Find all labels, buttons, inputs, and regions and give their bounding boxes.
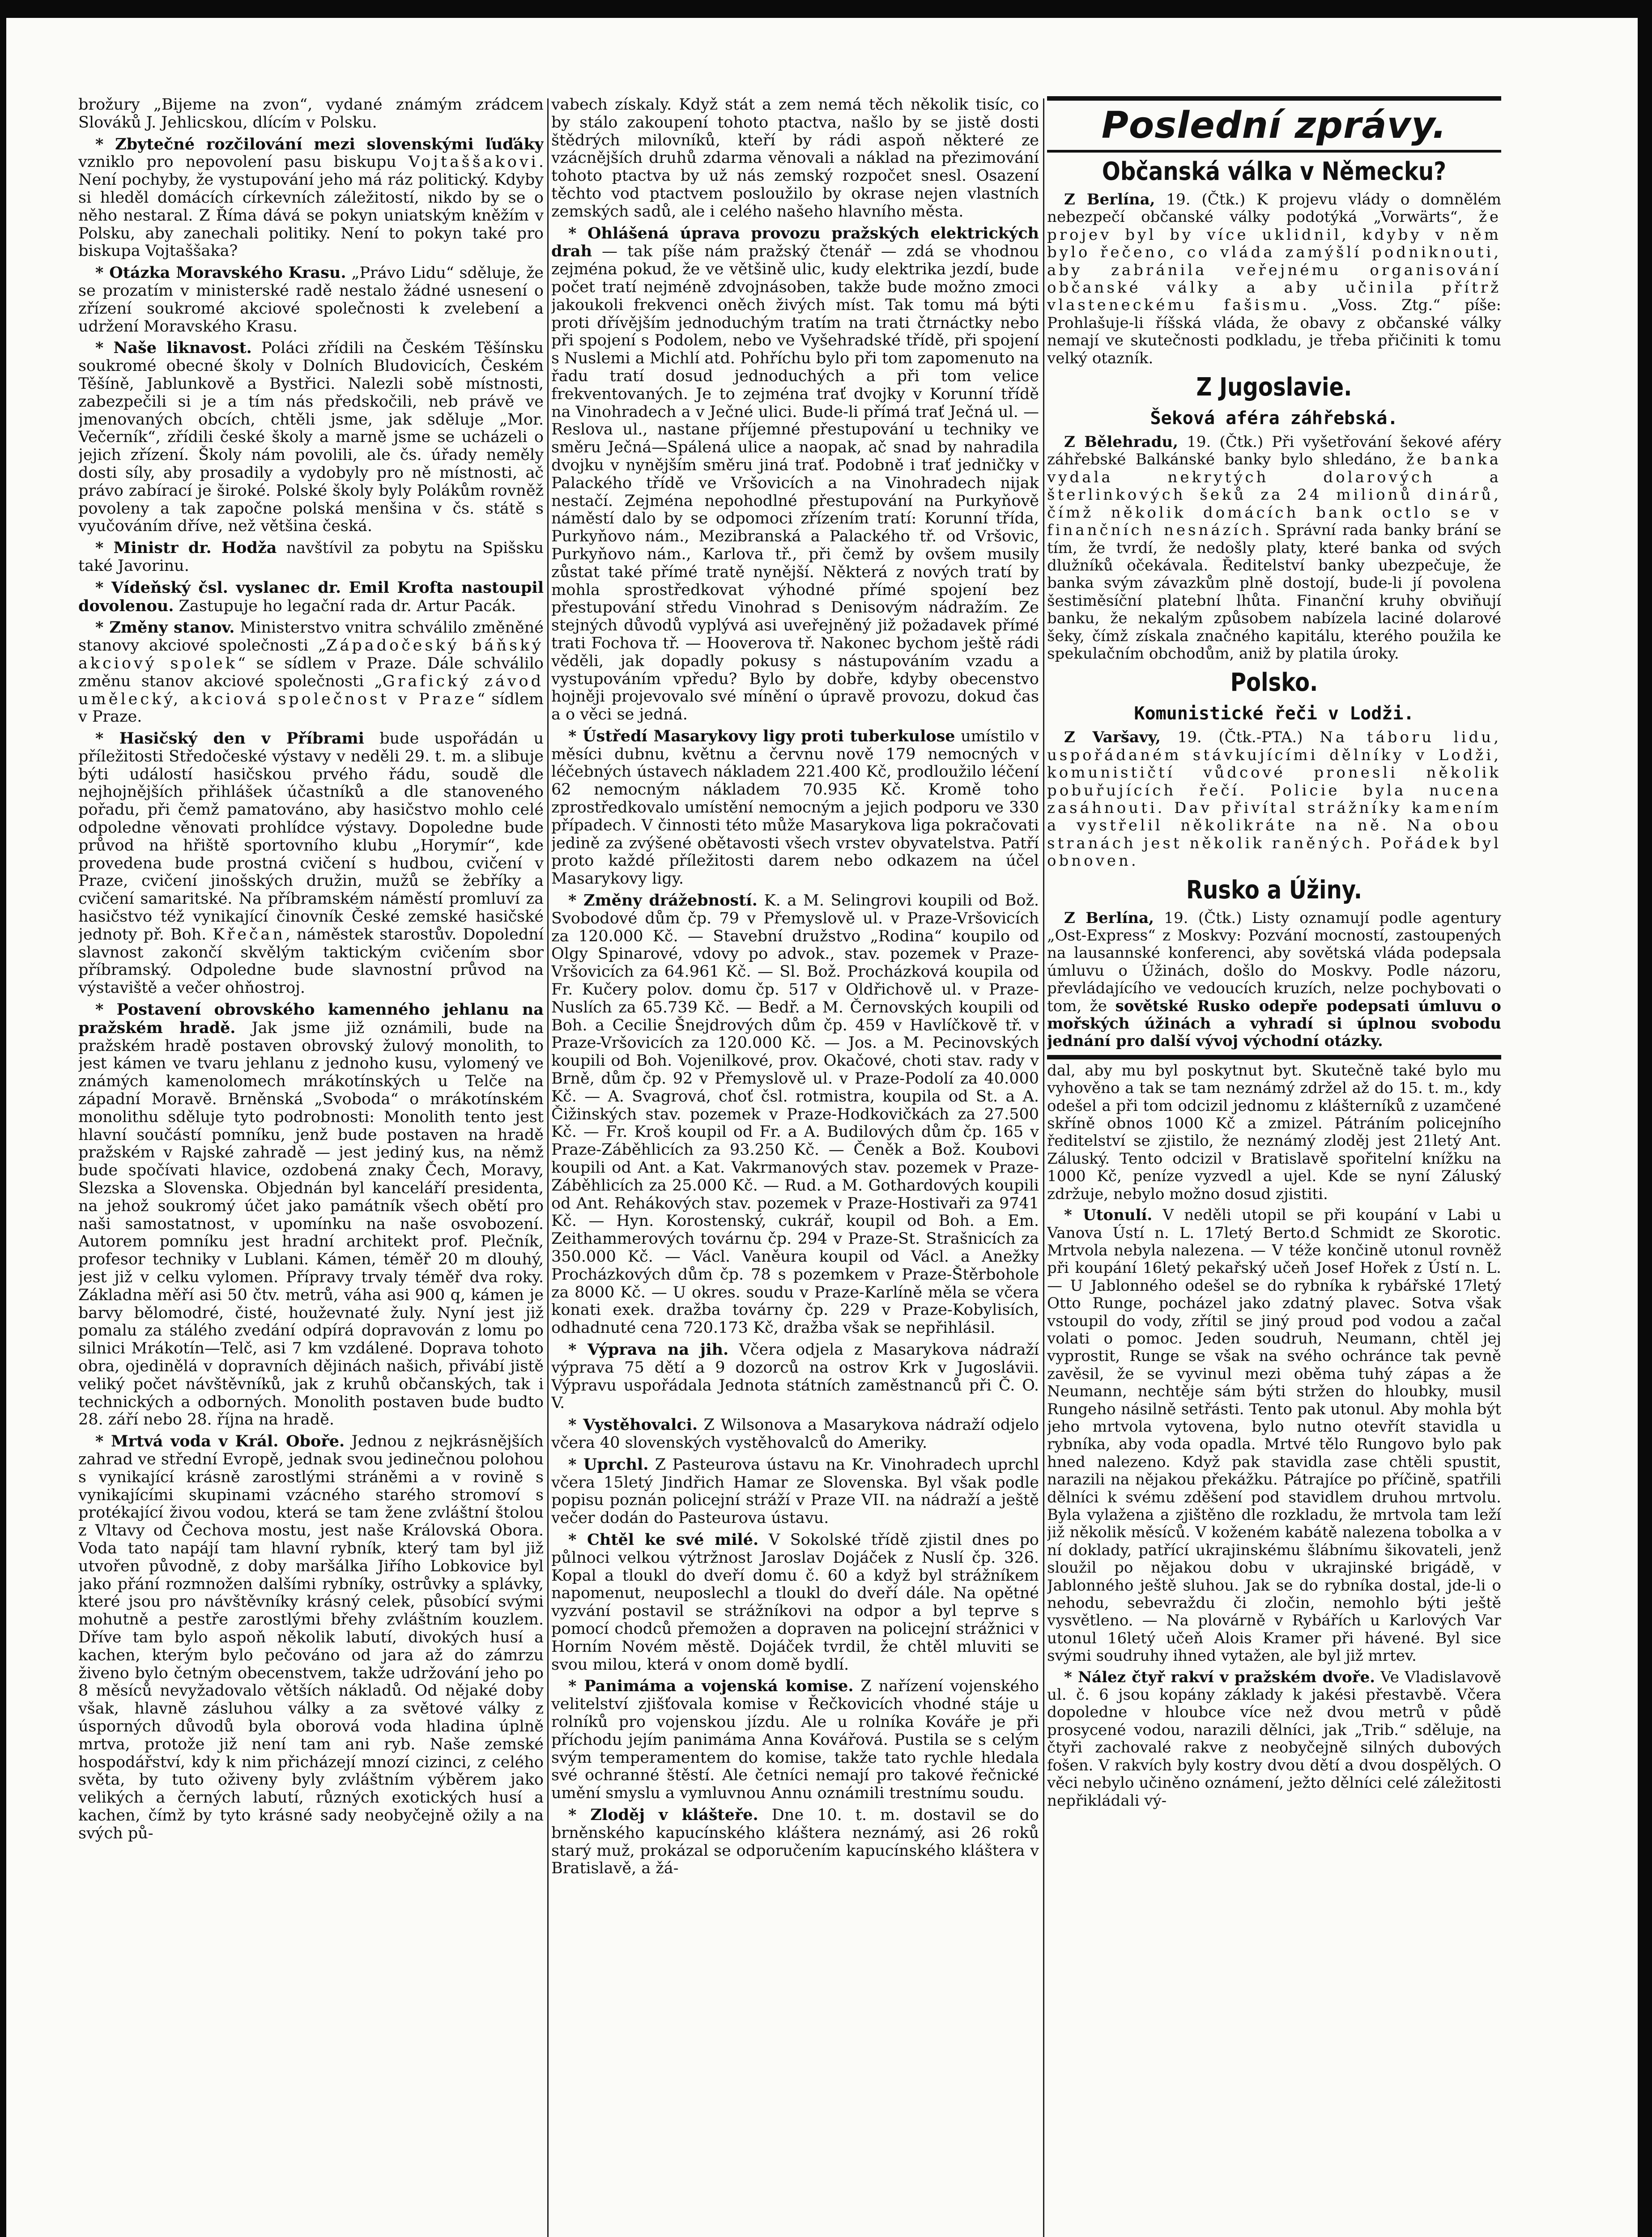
page-border-left: [0, 0, 6, 2237]
article-zlodej: * Zloděj v klášteře. Dne 10. t. m. dostavil se do brněnského kapucínského kláštera neznámý, asi 26 roků starý muž, prokázal se odporučením kapucínského kláštera v Bratislavě, a žá-: [551, 1806, 1039, 1878]
banner-rule-top: [1047, 96, 1501, 101]
article-vyprava: * Výprava na jih. Včera odjela z Masarykova nádraží výprava 75 dětí a 9 dozorců na ostrov Krk v Jugoslávii. Výpravu uspořádala Jednota státních zaměstnanců při Č. O. V.: [551, 1341, 1039, 1412]
article-headline: * Otázka Moravského Krasu.: [95, 264, 346, 282]
article-hodza: * Ministr dr. Hodža navštívil za pobytu na Spišsku také Javorinu.: [78, 539, 544, 575]
article-headline: * Hasičský den v Příbrami: [95, 729, 364, 748]
article-headline: * Uprchl.: [568, 1455, 648, 1474]
article-zmeny-stanov: * Změny stanov. Ministerstvo vnitra schválilo změněné stanovy akciové společnosti „Západočeský báňský akciový spolek“ se sídlem v Praze. Dále schválilo změnu stanov akciové společnosti „Grafický závod umělecký, akciová společnost v Praze“ sídlem v Praze.: [78, 619, 544, 726]
article-headline: * Ohlášená úprava provozu pražských elektrických drah: [551, 224, 1039, 261]
news-poland: Z Varšavy, 19. (Čtk.-PTA.) Na táboru lidu, uspořádaném stávkujícími dělníky v Lodži, komunističtí vůdcové pronesli několik pobuřujících řečí. Policie byla nucena zasáhnouti. Dav přivítal strážníky kamením a vystřelil několikráte na ně. Na obou stranách jest několik raněných. Pořádek byl obnoven.: [1047, 728, 1501, 870]
article-headline: * Chtěl ke své milé.: [568, 1531, 758, 1549]
article-jehlan: * Postavení obrovského kamenného jehlanu na pražském hradě. Jak jsme již oznámili, bude na pražském hradě postaven obrovský žulový monolith, to jest kámen ve tvaru jehlanu z jednoho kusu, vylomený ve známých kamenolomech mrákotínských u Telče na západní Moravě. Brněnská „Svoboda“ o mrákotínském monolithu sděluje tyto podrobnosti: Monolith tento jest hlavní součástí pomníku, jenž bude postaven na hradě pražském v Rajské zahradě — jest jediný kus, na němž bude spočívati hlavice, ozdobená znaky Čech, Moravy, Slezska a Slovenska. Objednán byl kanceláří presidenta, na jehož soukromý účet jako památník všech obětí pro naši samostatnost, v upomínku na naše osvobození. Autorem pomníku jest hradní architekt prof. Plečník, profesor techniky v Lublani. Kámen, téměř 20 m dlouhý, jest již v celku vylomen. Přípravy trvaly téměř dva roky. Základna měří asi 50 čtv. metrů, váha asi 900 q, kámen je barvy bělomodré, čisté, houževnaté žuly. Nyní jest již pomalu za stálého zvedání odpírá dopravován z lomu po silnici Mrákotín—Telč, asi 7 km vzdálené. Doprava tohoto obra, ojedinělá v dopravních dějinách našich, přivábí jistě veliký počet návštěvníků, jak z kruhů občanských, tak i technických a odborných. Monolith postaven bude budto 28. září nebo 28. října na hradě.: [78, 1001, 544, 1429]
article-uprchl: * Uprchl. Z Pasteurova ústavu na Kr. Vinohradech uprchl včera 15letý Jindřich Hamar ze Slovenska. Byl však podle popisu poznán policejní stráží v Praze VII. na nádraží a ještě večer dodán do Pasteurova ústavu.: [551, 1456, 1039, 1527]
article-headline: * Utonulí.: [1064, 1206, 1152, 1224]
section-banner: Poslední zprávy.: [1101, 104, 1447, 147]
article-continued-right: dal, aby mu byl poskytnut byt. Skutečně také bylo mu vyhověno a tak se tam neznámý zdržel až do 15. t. m., kdy odešel a při tom odcizil jednomu z klášterníků z uzamčené skříně obnos 1000 Kč a zmizel. Pátráním policejního ředitelství se zjistilo, že neznámý zloděj jest 21letý Ant. Záluský. Tento odcizil v Bratislavě spořitelní knížku na 1000 Kč, peníze vyzvedl a ujel. Kde se nyní Záluský zdržuje, nebylo možno dosud zjistiti.: [1047, 1061, 1501, 1203]
article-headline: * Ústředí Masarykovy ligy proti tuberkulose: [568, 727, 955, 745]
article-continued: vabech získaly. Když stát a zem nemá těch několik tisíc, co by stálo zakoupení tohoto ptactva, našlo by se jistě dosti štědrých milovníků, kteří by rádi aspoň některé ze vzácnějších druhů zdarma věnovali a náklad na přezimování tohoto ptactva by už nás zemský rozpočet snesl. Osazení těchto vod ptactvem posloužilo by okrase nejen vlastních zemských sadů, ale i celého našeho hlavního města.: [551, 96, 1039, 221]
article-zbytecne: * Zbytečné rozčilování mezi slovenskými ľuďáky vzniklo pro nepovolení pasu biskupu Vojtaššakovi. Není pochyby, že vystupování jeho má ráz politický. Kdyby si hleděl domácích církevních záležitostí, nikdo by se o něho nestaral. Z Říma dává se pokyn uniatským kněžím v Polsku, aby zanechali politiky. Není to pokyn také pro biskupa Vojtaššaka?: [78, 136, 544, 261]
article-chtel-mile: * Chtěl ke své milé. V Sokolské třídě zjistil dnes po půlnoci velkou výtržnost Jaroslav Dojáček z Nuslí čp. 326. Kopal a tloukl do dveří domu č. 60 a když byl strážníkem napomenut, neuposlechl a tloukl do dveří dále. Na opětné vyzvání postavil se strážníkovi na odpor a byl teprve s pomocí chodců přemožen a dopraven na policejní strážnici v Horním Novém městě. Dojáček tvrdil, že chtěl mluviti se svou milou, která v onom domě bydlí.: [551, 1531, 1039, 1674]
article-vyslanec: * Vídeňský čsl. vyslanec dr. Emil Krofta nastoupil dovolenou. Zastupuje ho legační rada dr. Artur Pacák.: [78, 579, 544, 616]
page-border-top: [0, 0, 1652, 18]
news-yugoslavia: Z Bělehradu, 19. (Čtk.) Při vyšetřování šekové aféry záhřebské Balkánské banky bylo shledáno, že banka vydala nekrytých dolarových a šterlinkových šeků za 24 milionů dinárů, čímž několik domácích bank octlo se v finančních nesnázích. Správní rada banky brání se tím, že tvrdí, že nedošly platy, které banka od svých dlužníků očekávala. Ředitelství banky ubezpečuje, že banka svým závazkům plně dostojí, bude-li jí povolena šestiměsíční platební lhůta. Finanční kruhy obviňují banku, že nekalým způsobem nabízela laciné dolarové šeky, čímž získala značného kapitálu, kterého použila ke spekulačním obchodům, aniž by platila úroky.: [1047, 433, 1501, 663]
article-liknavost: * Naše liknavost. Poláci zřídili na Českém Těšínsku soukromé obecné školy v Dolních Bludovicích, Českém Těšíně, Jablunkově a Bystřici. Nalezli sobě místnosti, zabezpečili si je a tím nás předskočili, neb právě ve jmenovaných obcích, chtěli jsme, jak sděluje „Mor. Večerník“, zřídili české školy a marně jsme se ucházeli o jejich zřízení. Školy nám povolili, ale čs. úřady neměly dosti síly, aby prosadily a vydobyly pro ně místnosti, ač právo zabírací je široké. Polské školy byly Polákům rovněž povoleny a tak započne polská menšina v čs. státě s vyučováním dříve, než většina česká.: [78, 339, 544, 536]
article-headline: * Nález čtyř rakví v pražském dvoře.: [1064, 1668, 1375, 1686]
article-tuberkuloza: * Ústředí Masarykovy ligy proti tuberkulose umístilo v měsíci dubnu, květnu a červnu nově 179 nemocných v léčebných ústavech nákladem 221.400 Kč, prodloužilo léčení 62 nemocným nákladem 70.935 Kč. Kromě toho zprostředkovalo umístění nemocným a jejich podporu ve 330 případech. V činnosti této může Masarykova liga pokračovati jedině za zvýšené obětavosti všech vrstev obyvatelstva. Patří proto každé příležitosti darem nebo odkazem na účel Masarykovy ligy.: [551, 727, 1039, 888]
column-divider: [547, 98, 549, 2237]
column-divider: [1043, 98, 1044, 2237]
article-headline: * Změny stanov.: [95, 618, 234, 637]
article-mrtva-voda: * Mrtvá voda v Král. Oboře. Jednou z nejkrásnějších zahrad ve střední Evropě, jednak svou jedinečnou polohou s vynikající krásně zarostlými stráněmi a v rovině s vynikajícími skupinami vzácného starého stromoví s protékající živou vodou, která se tam žene zvláštní štolou z Vltavy od Čechova mostu, jest naše Královská Obora. Voda tato napájí tam hlavní rybník, který tam byl již utvořen původně, z doby maršálka Jiřího Lobkovice byl jako přání rozmnožen dalšími rybníky, ostrůvky a splávky, které jsou pro návštěvníky krásný celek, působící svými mohutně a pestře zarostlými břehy zvláštním kouzlem. Dříve tam bylo aspoň několik labutí, divokých husí a kachen, kterým bylo pečováno od jara až do zámrzu živeno bylo četným obecenstvem, takže udržování jeho po 8 měsíců nevyžadovalo větších nákladů. Od nějaké doby však, hlavně zásluhou války a za světové války z úsporných důvodů byla oborová voda hladina úplně mrtva, protože již není tam ani ryb. Naše zemské hospodářství, kdy k nim přicházejí mnozí cizinci, z celého světa, by tuto oživeny byly zvláštním výběrem jako velikých a černých labutí, různých exotických husí a kachen, čímž by tyto krásné sady neobyčejně ožily a na svých pů-: [78, 1433, 544, 1842]
article-hasicsky-den: * Hasičský den v Příbrami bude uspořádán u příležitosti Středočeské výstavy v neděli 29. t. m. a slibuje býti událostí hasičskou prvého řádu, soudě dle nejhojnějších přihlášek účastníků a dle stanoveného pořadu, při čemž pamatováno, aby hasičstvo mohlo celé odpoledne věnovati prohlídce výstavy. Dopoledne bude průvod na hřiště sportovního klubu „Horymír“, kde provedena bude prostná cvičení s hudbou, cvičení v Praze, cvičení jinošských družin, mužů se žebříky a cvičení samaritské. Na příbramském náměstí promluví za hasičstvo též vynikající činovník České zemské hasičské jednoty př. Boh. Křečan, náměstek starostův. Dopolední slavnost zakončí skvělým taktickým cvičením sbor příbramský. Odpoledne bude slavnostní průvod na výstaviště a večer ohňostroj.: [78, 730, 544, 997]
article-rakve: * Nález čtyř rakví v pražském dvoře. Ve Vladislavově ul. č. 6 jsou kopány základy k jakési přestavbě. Včera dopoledne v hloubce více než dvou metrů v půdě prosycené vodou, narazili dělníci, jak „Trib.“ sděluje, na čtyři zachovalé rakve z neobyčejně silných dubových fošen. V rakvích byly kostry dvou dětí a dvou dospělých. O věci nebylo učiněno oznámení, ježto dělníci celé záležitosti nepřikládali vý-: [1047, 1669, 1501, 1810]
article-vystehovalci: * Vystěhovalci. Z Wilsonova a Masarykova nádraží odjelo včera 40 slovenských vystěhovalců do Ameriky.: [551, 1416, 1039, 1452]
article-headline: * Naše liknavost.: [95, 339, 252, 357]
news-heading: Občanská válka v Německu?: [1102, 157, 1447, 186]
article-intro: brožury „Bijeme na zvon“, vydané známým zrádcem Slováků J. Jehlicskou, dlícím v Polsku.: [78, 96, 544, 132]
banner-rule-bottom: [1047, 150, 1501, 153]
article-headline: * Zloděj v klášteře.: [568, 1806, 758, 1824]
news-subheading: Šeková aféra záhřebská.: [1150, 408, 1398, 429]
news-subheading: Komunistické řeči v Lodži.: [1134, 703, 1414, 724]
article-headline: * Zbytečné rozčilování mezi slovenskými ľuďáky: [95, 135, 544, 153]
article-headline: * Panimáma a vojenská komise.: [568, 1677, 854, 1695]
news-germany: Z Berlína, 19. (Čtk.) K projevu vlády o domnělém nebezpečí občanské války podotýká „Vorwärts“, že projev byl by více uklidnil, kdyby v něm bylo řečeno, co vláda zamýšlí podniknouti, aby zabránila veřejnému organisování občanské války a aby učinila přítrž vlasteneckému fašismu. „Voss. Ztg.“ píše: Prohlašuje-li říšská vláda, že obavy z občanské války nemají ve skutečnosti podkladu, je třeba přičiniti k tomu velký otazník.: [1047, 191, 1501, 367]
news-russia-japan: Z Berlína, 19. (Čtk.) Listy oznamují podle agentury „Ost-Express“ z Moskvy: Pozvání mocností, zastoupených na lausannské konferenci, aby sovětská vláda podepsala úmluvu o Úžinách, došlo do Moskvy. Podle názoru, převládajícího ve vedoucích kruzích, nelze pochybovati o tom, že sovětské Rusko odepře podepsati úmluvu o mořských úžinách a vyhradí si úplnou svobodu jednání pro další vývoj východní otázky.: [1047, 909, 1501, 1050]
news-heading: Polsko.: [1230, 668, 1318, 697]
news-heading: Rusko a Úžiny.: [1186, 875, 1362, 905]
article-headline: * Postavení obrovského kamenného jehlanu na pražském hradě.: [78, 1000, 544, 1037]
article-headline: * Vídeňský čsl. vyslanec dr. Emil Krofta nastoupil dovolenou.: [78, 578, 544, 615]
article-drazebnosti: * Změny drážebností. K. a M. Selingrovi koupili od Bož. Svobodové dům čp. 79 v Přemyslově ul. v Praze-Vršovicích za 120.000 Kč. — Stavební družstvo „Rodina“ koupilo od Olgy Spinarové, vdovy po advok., stav. pozemek v Praze-Vršovicích za 64.961 Kč. — Sl. Bož. Procházková koupila od Fr. Kučery polov. domu čp. 517 v Oldřichově ul. v Praze-Nuslích za 65.739 Kč. — Bedř. a M. Černovských koupili od Boh. a Cecilie Šnejdrových dům čp. 459 v Havlíčkově tř. v Praze-Vršovicích za 120.000 Kč. — Jos. a M. Pecinovských koupili od Boh. Vojenilkové, prov. Okačové, choti stav. rady v Brně, dům čp. 92 v Přemyslově ul. v Praze-Podolí za 40.000 Kč. — A. Svagrová, choť čsl. rotmistra, koupila od St. a A. Čižinských stav. pozemek v Praze-Hodkovičkách za 27.500 Kč. — Fr. Kroš koupil od Fr. a A. Budilových dům čp. 165 v Praze-Záběhlicích za 93.250 Kč. — Čeněk a Bož. Koubovi koupili od Ant. a Kat. Vakrmanových stav. pozemek v Praze-Záběhlicích za 25.000 Kč. — Rud. a M. Gothardových koupili od Ant. Rehákových stav. pozemek v Praze-Hostivaři za 9741 Kč. — Hyn. Korostenský, cukrář, koupil od Boh. a Em. Zeithammerových továrnu čp. 294 v Praze-St. Strašnicích za 350.000 Kč. — Václ. Vaněura koupil od Václ. a Anežky Procházkových dům čp. 78 s pozemkem v Praze-Štěrbohole za 8000 Kč. — U okres. soudu v Praze-Karlíně měla se včera konati exek. dražba továrny čp. 229 v Praze-Kobylisích, odhadnuté cena 720.173 Kč, dražba však se nepřihlásil.: [551, 892, 1039, 1337]
news-section-end-rule: [1047, 1055, 1501, 1059]
article-utonuli: * Utonulí. V neděli utopil se při koupání v Labi u Vanova Ústí n. L. 17letý Berto.d Schmidt ze Skorotic. Mrtvola nebyla nalezena. — V téže končině utonul rovněž při koupání 16letý pekařský učeň Josef Hořek z Ústí n. L. — U Jablonného odešel se do rybníka k rybářské 17letý Otto Runge, pocházel jako zdatný plavec. Sotva však vstoupil do vody, zřítil se jiný proud pod vodou a začal volati o pomoc. Jeden soudruh, Neumann, chtěl jej vyprostit, Runge se však na svého ochránce tak pevně zavěsil, že se vyvinul mezi oběma tuhý zápas a že Neumann, nechtěje sám býti stržen do hloubky, musil Rungeho násilně setřásti. Tento pak utonul. Aby mohla být jeho mrtvola vytovena, bylo nutno otevřít stavidla u rybníka, aby voda opadla. Mrtvé tělo Rungovo bylo pak hned nalezeno. Když pak stavidla zase chtěli spustit, narazili na nějakou překážku. Pátrajíce po příčině, spatřili dělníci k svému zděšení pod stavidlem druhou mrtvolu. Byla vylažena a zjištěno dle rozkladu, že mrtvola tam leží již několik měsíců. V koženém kabátě nalezena tobolka a v ní doklady, patřící ukrajinskému šlábnímu šikovateli, jenž sloužil po nějakou dobu v ukrajinské brigádě, v Jablonného ještě sluhou. Jak se do rybníka dostal, jde-li o nehodu, sebevraždu či zločin, nemohlo býti ještě vysvětleno. — Na plovárně v Rybářích u Karlových Var utonul 16letý učeň Alois Kramer při hávené. Byl sice svými soudruhy ihned vytažen, ale byl již mrtev.: [1047, 1207, 1501, 1665]
column-middle: [551, 96, 1039, 2237]
article-headline: * Vystěhovalci.: [568, 1416, 698, 1434]
news-heading: Z Jugoslavie.: [1196, 373, 1352, 402]
article-headline: * Výprava na jih.: [568, 1340, 728, 1359]
article-elektricke-drahy: * Ohlášená úprava provozu pražských elektrických drah — tak píše nám pražský čtenář — zdá se vhodnou zejména pokud, že ve většině ulic, kudy elektrika jezdí, bude počet tratí nejméně zdvojnásoben, takže bude možno zmoci jakoukoli frekvenci oněch živých míst. Tak tomu má býti proti dřívějším jednoduchým tratím na trati čtrnáctky nebo při spojení s Podolem, nebo ve Vyšehradské třídě, při spojení s Nuslemi a Michlí atd. Pohříchu bylo při tom zapomenuto na řadu tratí dosud jednoduchých a při tom velice frekventovaných. Je to zejména trať dvojky v Korunní třídě na Vinohradech a v Ječné ulici. Bude-li přímá trať Ječná ul. — Reslova ul., nastane příjemné přestupování u techniky ve směru Ječná—Spálená ulice a naopak, ač snad by nahradila dvojku v nynějším směru jiná trať. Podobně i trať jedničky v Palackého třídě ve Vršovicích a na Vinohradech nijak nestačí. Zejména nepohodlné přestupování na Purkyňově náměstí dalo by se odpomoci zřízením tratí: Korunní třída, Purkyňovo nám., Mezibranská a Palackého tř. od Vršovic, Purkyňovo nám., Karlova tř., při čemž by ovšem musily zůstat také přímé tratě nynější. Některá z nových tratí by mohla sprostředkovat výhodné přímé spojení bez přestupování středu Vinohrad s Denisovým nádražím. Ze stejných důvodů vyplývá asi uveřejněný již požadavek přímé trati Fochova tř. — Hooverova tř. Nakonec bychom ještě rádi věděli, jak dopadly pokusy s nástupováním vzadu a vystupováním vpředu? Bylo by dobře, kdyby obecenstvo hojněji projevovalo své mínění o úpravě provozu, dokud čas a o věci se jedná.: [551, 225, 1039, 724]
column-left: [78, 96, 544, 2237]
article-headline: * Ministr dr. Hodža: [95, 539, 277, 557]
article-headline: * Změny drážebností.: [568, 891, 758, 910]
column-right: [1047, 96, 1501, 2237]
page-border-right: [1638, 0, 1652, 2237]
article-headline: * Mrtvá voda v Král. Oboře.: [95, 1432, 345, 1450]
article-moravskeho-krasu: * Otázka Moravského Krasu. „Právo Lidu“ sděluje, že se prozatím v ministerské radě nestalo žádné usnesení o zřízení soukromé akciové společnosti k zvelebení a udržení Moravského Krasu.: [78, 264, 544, 336]
article-panimama: * Panimáma a vojenská komise. Z nařízení vojenského velitelství zjišťovala komise v Řečkovicích vhodné stáje u rolníků pro vojenskou jízdu. Ale u rolníka Kováře je při příchodu jejím panimáma Anna Kovářová. Pustila se s celým svým temperamentem do komise, takže tato rychle hledala své ochranné štěstí. Ale četníci nemají pro takové řečnické umění smyslu a vymluvnou Annu oznámili trestnímu soudu.: [551, 1677, 1039, 1803]
